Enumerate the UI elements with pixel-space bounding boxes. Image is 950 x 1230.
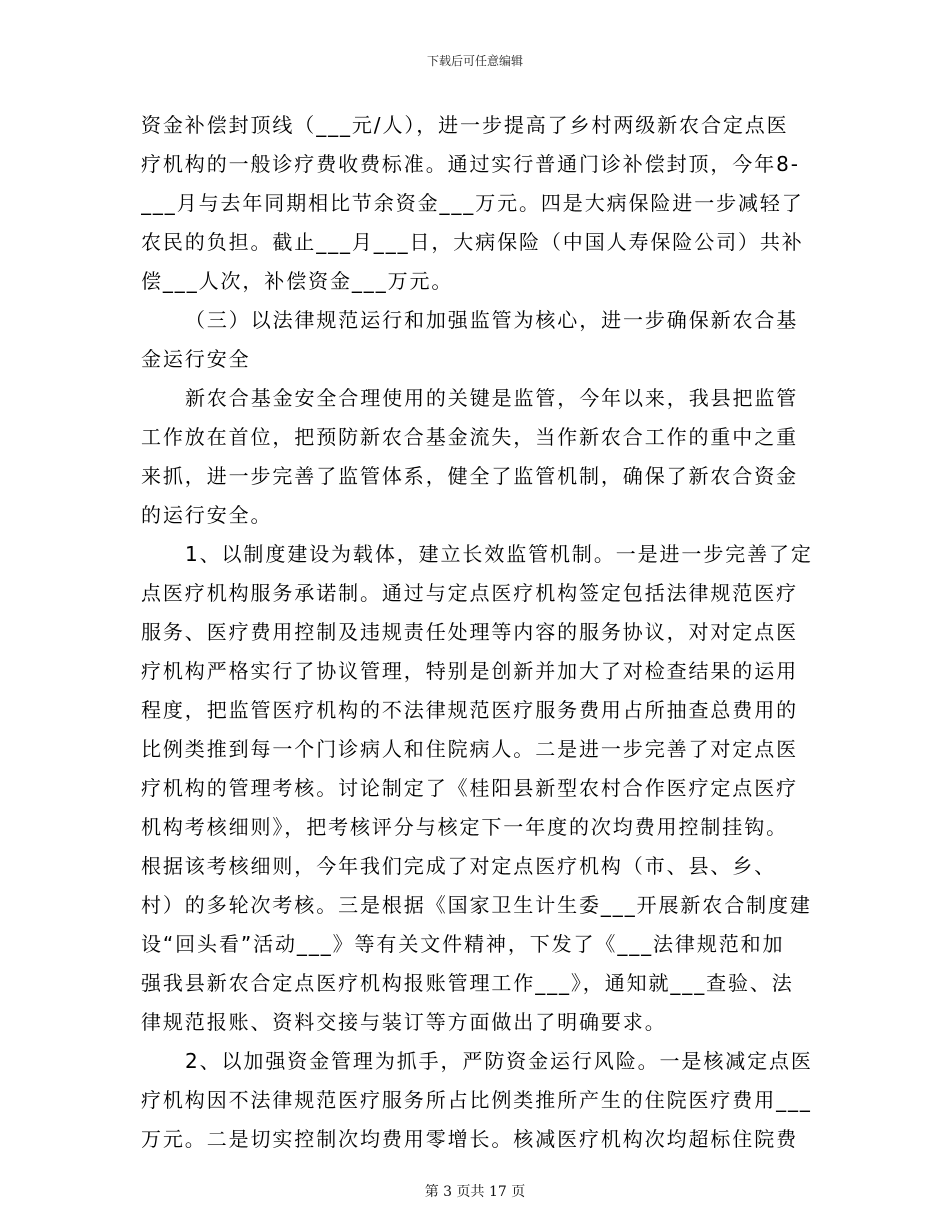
text-line: 疗机构的管理考核。讨论制定了《桂阳县新型农村合作医疗定点医疗: [141, 776, 798, 800]
section-heading-line: （三）以法律规范运行和加强监管为核心，进一步确保新农合基: [185, 308, 799, 332]
text-line: 村）的多轮次考核。三是根据《国家卫生计生委___开展新农合制度建: [141, 893, 812, 917]
text-line: 偿___人次，补偿资金___万元。: [141, 269, 454, 293]
text-line: 律规范报账、资料交接与装订等方面做出了明确要求。: [141, 1010, 667, 1034]
text-line: 根据该考核细则，今年我们完成了对定点医疗机构（市、县、乡、: [141, 854, 777, 878]
text-line: 的运行安全。: [141, 503, 273, 527]
text-line: 比例类推到每一个门诊病人和住院病人。二是进一步完善了对定点医: [141, 737, 798, 761]
text-line: 1、以制度建设为载体，建立长效监管机制。一是进一步完善了定: [185, 542, 813, 566]
text-line: 2、以加强资金管理为抓手，严防资金运行风险。一是核减定点医: [185, 1049, 813, 1073]
text-line: 新农合基金安全合理使用的关键是监管，今年以来，我县把监管: [185, 386, 799, 410]
text-line: ___月与去年同期相比节余资金___万元。四是大病保险进一步减轻了: [141, 191, 804, 215]
text-line: 服务、医疗费用控制及违规责任处理等内容的服务协议，对对定点医: [141, 620, 798, 644]
text-line: 点医疗机构服务承诺制。通过与定点医疗机构签定包括法律规范医疗: [141, 581, 798, 605]
text-line: 强我县新农合定点医疗机构报账管理工作___》，通知就___查验、法: [141, 971, 794, 995]
text-line: 疗机构的一般诊疗费收费标准。通过实行普通门诊补偿封顶，今年8-: [141, 152, 800, 176]
text-line: 设“回头看”活动___》等有关文件精神，下发了《___法律规范和加: [141, 932, 785, 956]
document-body: [141, 106, 813, 1159]
text-line: 万元。二是切实控制次均费用零增长。核减医疗机构次均超标住院费: [141, 1127, 798, 1151]
text-line: 程度，把监管医疗机构的不法律规范医疗服务费用占所抽查总费用的: [141, 698, 798, 722]
text-line: 机构考核细则》，把考核评分与核定下一年度的次均费用控制挂钩。: [141, 815, 788, 839]
section-heading-line: 金运行安全: [141, 347, 251, 371]
text-line: 疗机构严格实行了协议管理，特别是创新并加大了对检查结果的运用: [141, 659, 798, 683]
text-line: 疗机构因不法律规范医疗服务所占比例类推所产生的住院医疗费用___: [141, 1088, 812, 1112]
text-line: 工作放在首位，把预防新农合基金流失，当作新农合工作的重中之重: [141, 425, 798, 449]
page-number-footer: 第 3 页共 17 页: [424, 1184, 526, 1200]
page-header: 下载后可任意编辑: [426, 54, 523, 68]
text-line: 来抓，进一步完善了监管体系，健全了监管机制，确保了新农合资金: [141, 464, 798, 488]
text-line: 农民的负担。截止___月___日，大病保险（中国人寿保险公司）共补: [141, 230, 804, 254]
text-line: 资金补偿封顶线（___元/人），进一步提高了乡村两级新农合定点医: [141, 113, 789, 137]
